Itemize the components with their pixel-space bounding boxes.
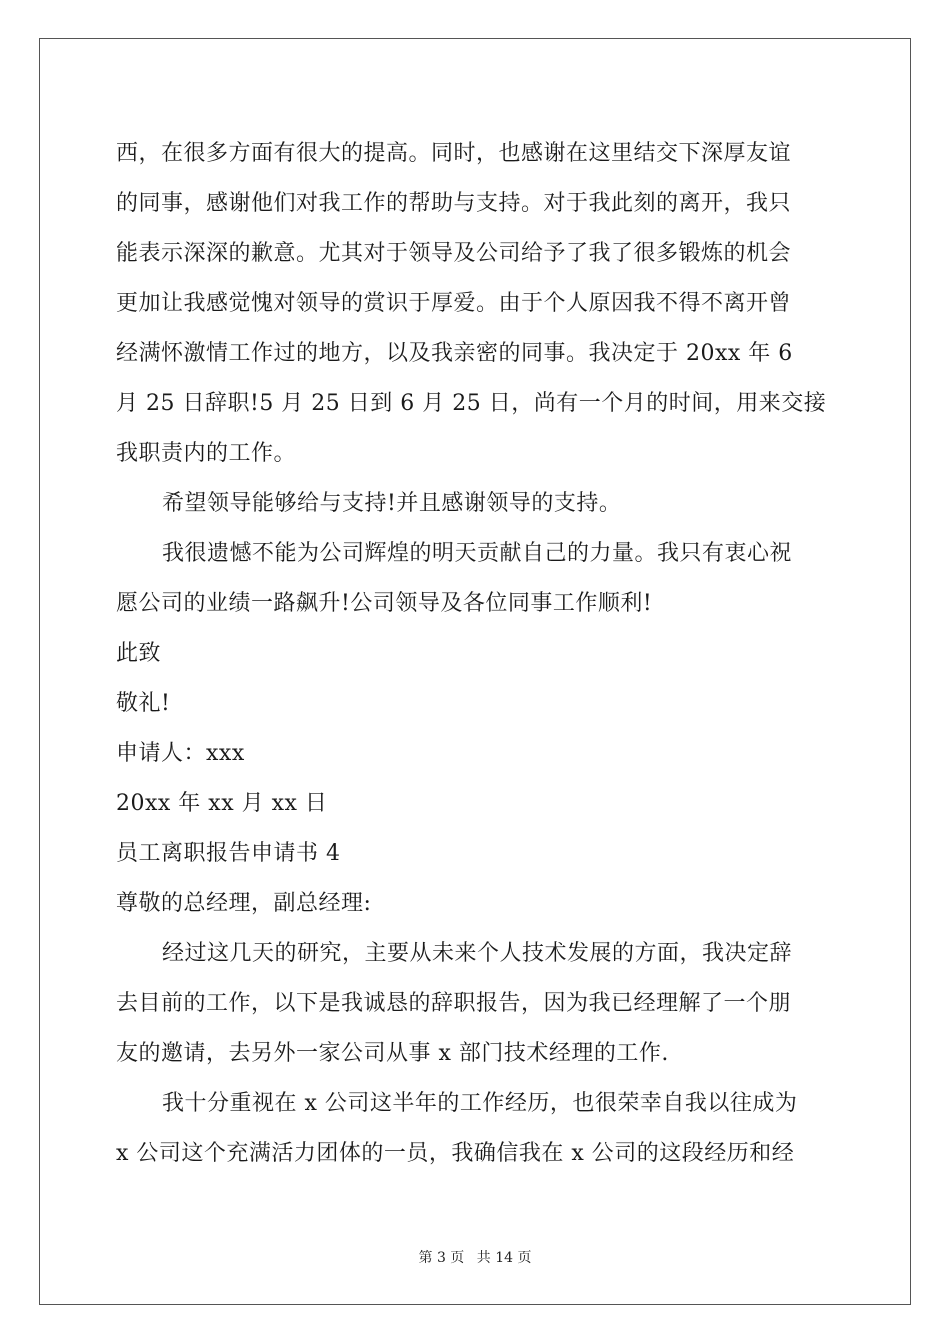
- closing-salutation: 此致: [116, 641, 162, 666]
- paragraph-start-line: 经过这几天的研究，主要从未来个人技术发展的方面，我决定辞: [162, 941, 793, 966]
- paragraph-start-line: 希望领导能够给与支持!并且感谢领导的支持。: [162, 491, 622, 516]
- greeting-line: 尊敬的总经理，副总经理:: [116, 891, 372, 916]
- text-line: 经满怀激情工作过的地方，以及我亲密的同事。我决定于 20xx 年 6: [116, 341, 793, 366]
- text-line: 更加让我感觉愧对领导的赏识于厚爱。由于个人原因我不得不离开曾: [116, 291, 792, 316]
- text-line: 愿公司的业绩一路飙升!公司领导及各位同事工作顺利!: [116, 591, 653, 616]
- paragraph-start-line: 我很遗憾不能为公司辉煌的明天贡献自己的力量。我只有衷心祝: [162, 541, 793, 566]
- text-line: x 公司这个充满活力团体的一员，我确信我在 x 公司的这段经历和经: [116, 1141, 795, 1166]
- text-line: 能表示深深的歉意。尤其对于领导及公司给予了我了很多锻炼的机会: [116, 241, 792, 266]
- text-line: 我职责内的工作。: [116, 441, 297, 466]
- page-number: 第 3 页: [418, 1250, 465, 1266]
- section-title: 员工离职报告申请书 4: [116, 841, 341, 866]
- date-line: 20xx 年 xx 月 xx 日: [116, 791, 328, 816]
- document-body: [116, 129, 836, 1179]
- text-line: 的同事，感谢他们对我工作的帮助与支持。对于我此刻的离开，我只: [116, 191, 792, 216]
- text-line: 月 25 日辞职!5 月 25 日到 6 月 25 日，尚有一个月的时间，用来交接: [116, 391, 827, 416]
- closing-regards: 敬礼!: [116, 691, 171, 716]
- page-footer: [0, 1247, 950, 1267]
- text-line: 友的邀请，去另外一家公司从事 x 部门技术经理的工作.: [116, 1041, 669, 1066]
- paragraph-start-line: 我十分重视在 x 公司这半年的工作经历，也很荣幸自我以往成为: [162, 1091, 798, 1116]
- text-line: 去目前的工作，以下是我诚恳的辞职报告，因为我已经理解了一个朋: [116, 991, 792, 1016]
- applicant-line: 申请人：xxx: [116, 741, 245, 766]
- text-line: 西，在很多方面有很大的提高。同时，也感谢在这里结交下深厚友谊: [116, 141, 792, 166]
- page-total: 共 14 页: [476, 1250, 532, 1266]
